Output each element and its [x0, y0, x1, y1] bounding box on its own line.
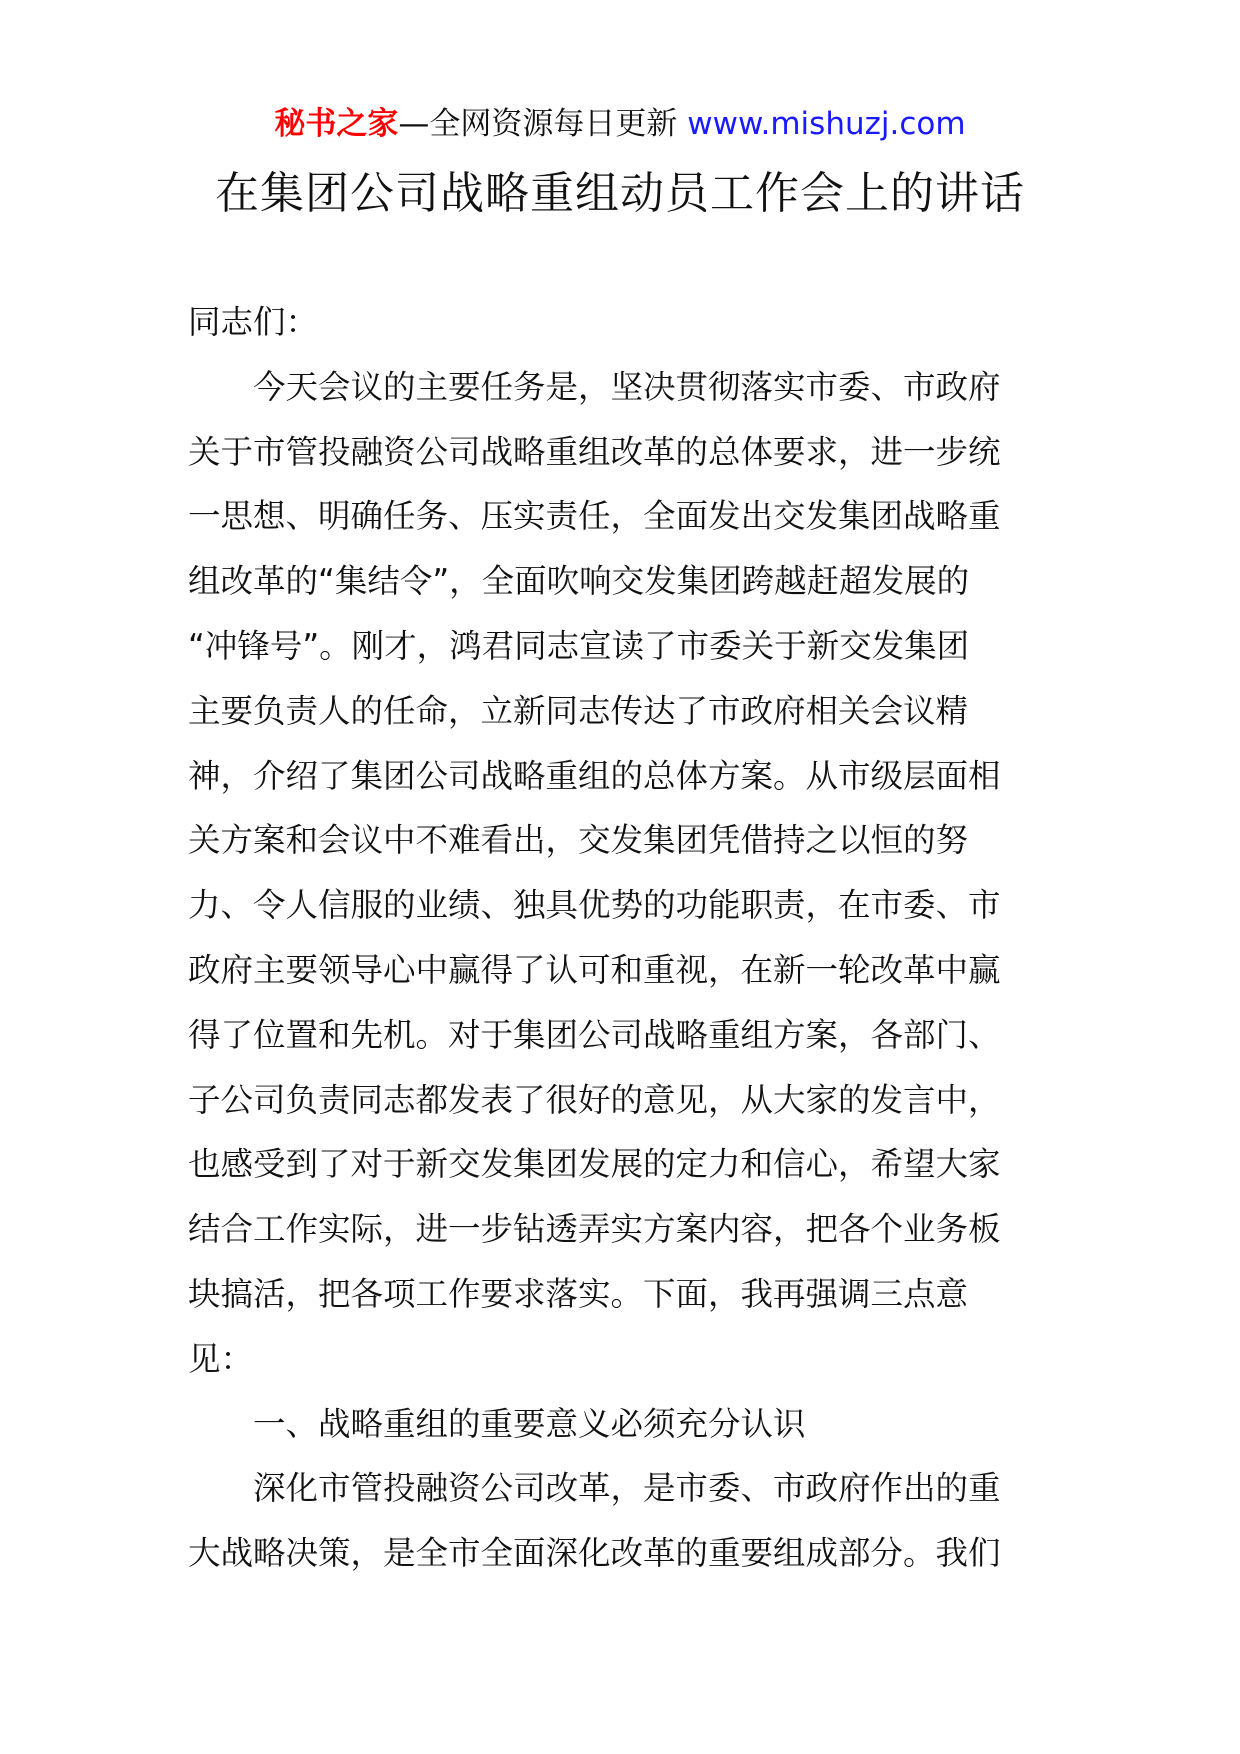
paragraph-line: 力、令人信服的业绩、独具优势的功能职责，在市委、市 [188, 886, 1001, 925]
paragraph-line: 关于市管投融资公司战略重组改革的总体要求，进一步统 [188, 432, 1001, 471]
paragraph-line: 组改革的“集结令”，全面吹响交发集团跨越赶超发展的 [188, 562, 970, 601]
paragraph-line: 也感受到了对于新交发集团发展的定力和信心，希望大家 [188, 1145, 1001, 1184]
paragraph-line: 主要负责人的任命，立新同志传达了市政府相关会议精 [188, 691, 969, 730]
site-url-link[interactable]: www.mishuzj.com [687, 106, 966, 142]
greeting: 同志们： [188, 303, 319, 341]
site-header [0, 102, 1240, 146]
paragraph-line: 一思想、明确任务、压实责任，全面发出交发集团战略重 [188, 497, 1001, 536]
paragraph-line: 见： [188, 1339, 254, 1378]
brand-name: 秘书之家 [274, 106, 399, 142]
document-body [188, 290, 1058, 1586]
document-title: 在集团公司战略重组动员工作会上的讲话 [215, 168, 1025, 219]
paragraph-line: “冲锋号”。刚才，鸿君同志宣读了市委关于新交发集团 [188, 626, 970, 665]
paragraph-line: 今天会议的主要任务是，坚决贯彻落实市委、市政府 [253, 367, 1001, 406]
header-tagline: —全网资源每日更新 [398, 106, 688, 142]
paragraph-line: 大战略决策，是全市全面深化改革的重要组成部分。我们 [188, 1534, 1001, 1573]
paragraph-line: 结合工作实际，进一步钻透弄实方案内容，把各个业务板 [188, 1210, 1001, 1249]
paragraph-line: 深化市管投融资公司改革，是市委、市政府作出的重 [253, 1469, 1001, 1508]
section-heading: 一、战略重组的重要意义必须充分认识 [253, 1404, 806, 1443]
paragraph-line: 子公司负责同志都发表了很好的意见，从大家的发言中， [188, 1080, 1001, 1119]
paragraph-line: 政府主要领导心中赢得了认可和重视，在新一轮改革中赢 [188, 950, 1001, 989]
paragraph-line: 神，介绍了集团公司战略重组的总体方案。从市级层面相 [188, 756, 1001, 795]
paragraph-line: 块搞活，把各项工作要求落实。下面，我再强调三点意 [188, 1274, 969, 1313]
paragraph-line: 得了位置和先机。对于集团公司战略重组方案，各部门、 [188, 1015, 1001, 1054]
paragraph-line: 关方案和会议中不难看出，交发集团凭借持之以恒的努 [188, 821, 969, 860]
